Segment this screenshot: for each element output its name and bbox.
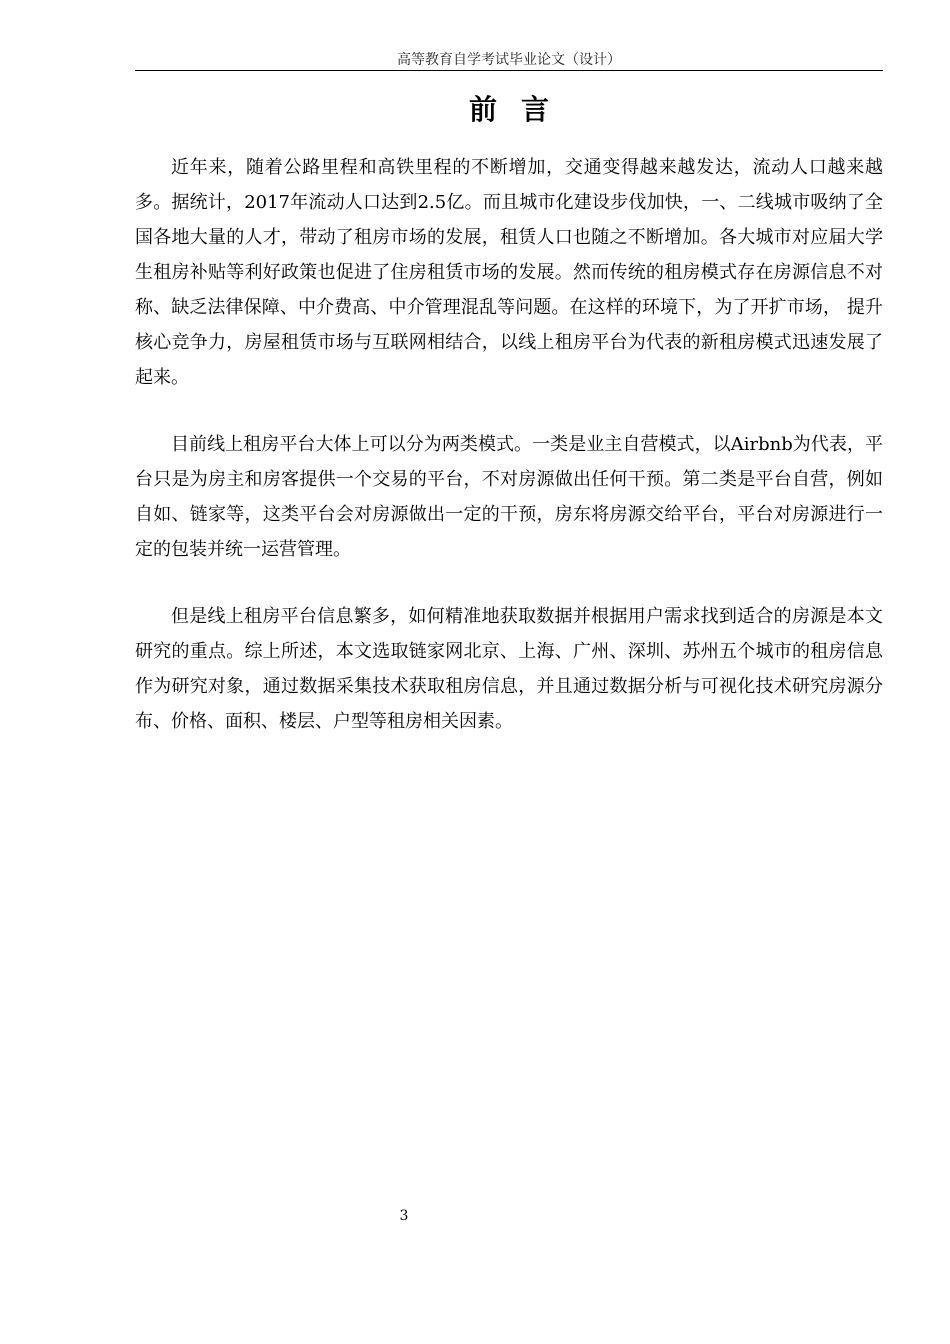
section-title: 前言 <box>468 93 573 126</box>
paragraph-1: 近年来，随着公路里程和高铁里程的不断增加，交通变得越来越发达，流动人口越来越多。据统计，2017年流动人口达到2.5亿。而且城市化建设步伐加快，一、二线城市吸纳了全国各地大量的人才，带动了租房市场的发展，租赁人口也随之不断增加。各大城市对应届大学生租房补贴等利好政策也促进了住房租赁市场的发展。然而传统的租房模式存在房源信息不对称、缺乏法律保障、中介费高、中介管理混乱等问题。在这样的环境下，为了开扩市场， 提升核心竞争力，房屋租赁市场与互联网相结合，以线上租房平台为代表的新租房模式迅速发展了起来。 <box>135 157 883 388</box>
header-rule <box>135 70 883 71</box>
paragraph-3: 但是线上租房平台信息繁多，如何精准地获取数据并根据用户需求找到适合的房源是本文研究的重点。综上所述，本文选取链家网北京、上海、广州、深圳、苏州五个城市的租房信息作为研究对象，通过数据采集技术获取租房信息，并且通过数据分析与可视化技术研究房源分布、价格、面积、楼层、户型等租房相关因素。 <box>135 606 883 732</box>
paragraph-2: 目前线上租房平台大体上可以分为两类模式。一类是业主自营模式，以Airbnb为代表，平台只是为房主和房客提供一个交易的平台，不对房源做出任何干预。第二类是平台自营，例如自如、链家等，这类平台会对房源做出一定的干预，房东将房源交给平台，平台对房源进行一定的包装并统一运营管理。 <box>135 434 883 560</box>
body-text <box>135 150 883 771</box>
page-number: 3 <box>399 1208 409 1224</box>
running-header: 高等教育自学考试毕业论文（设计） <box>397 52 621 68</box>
